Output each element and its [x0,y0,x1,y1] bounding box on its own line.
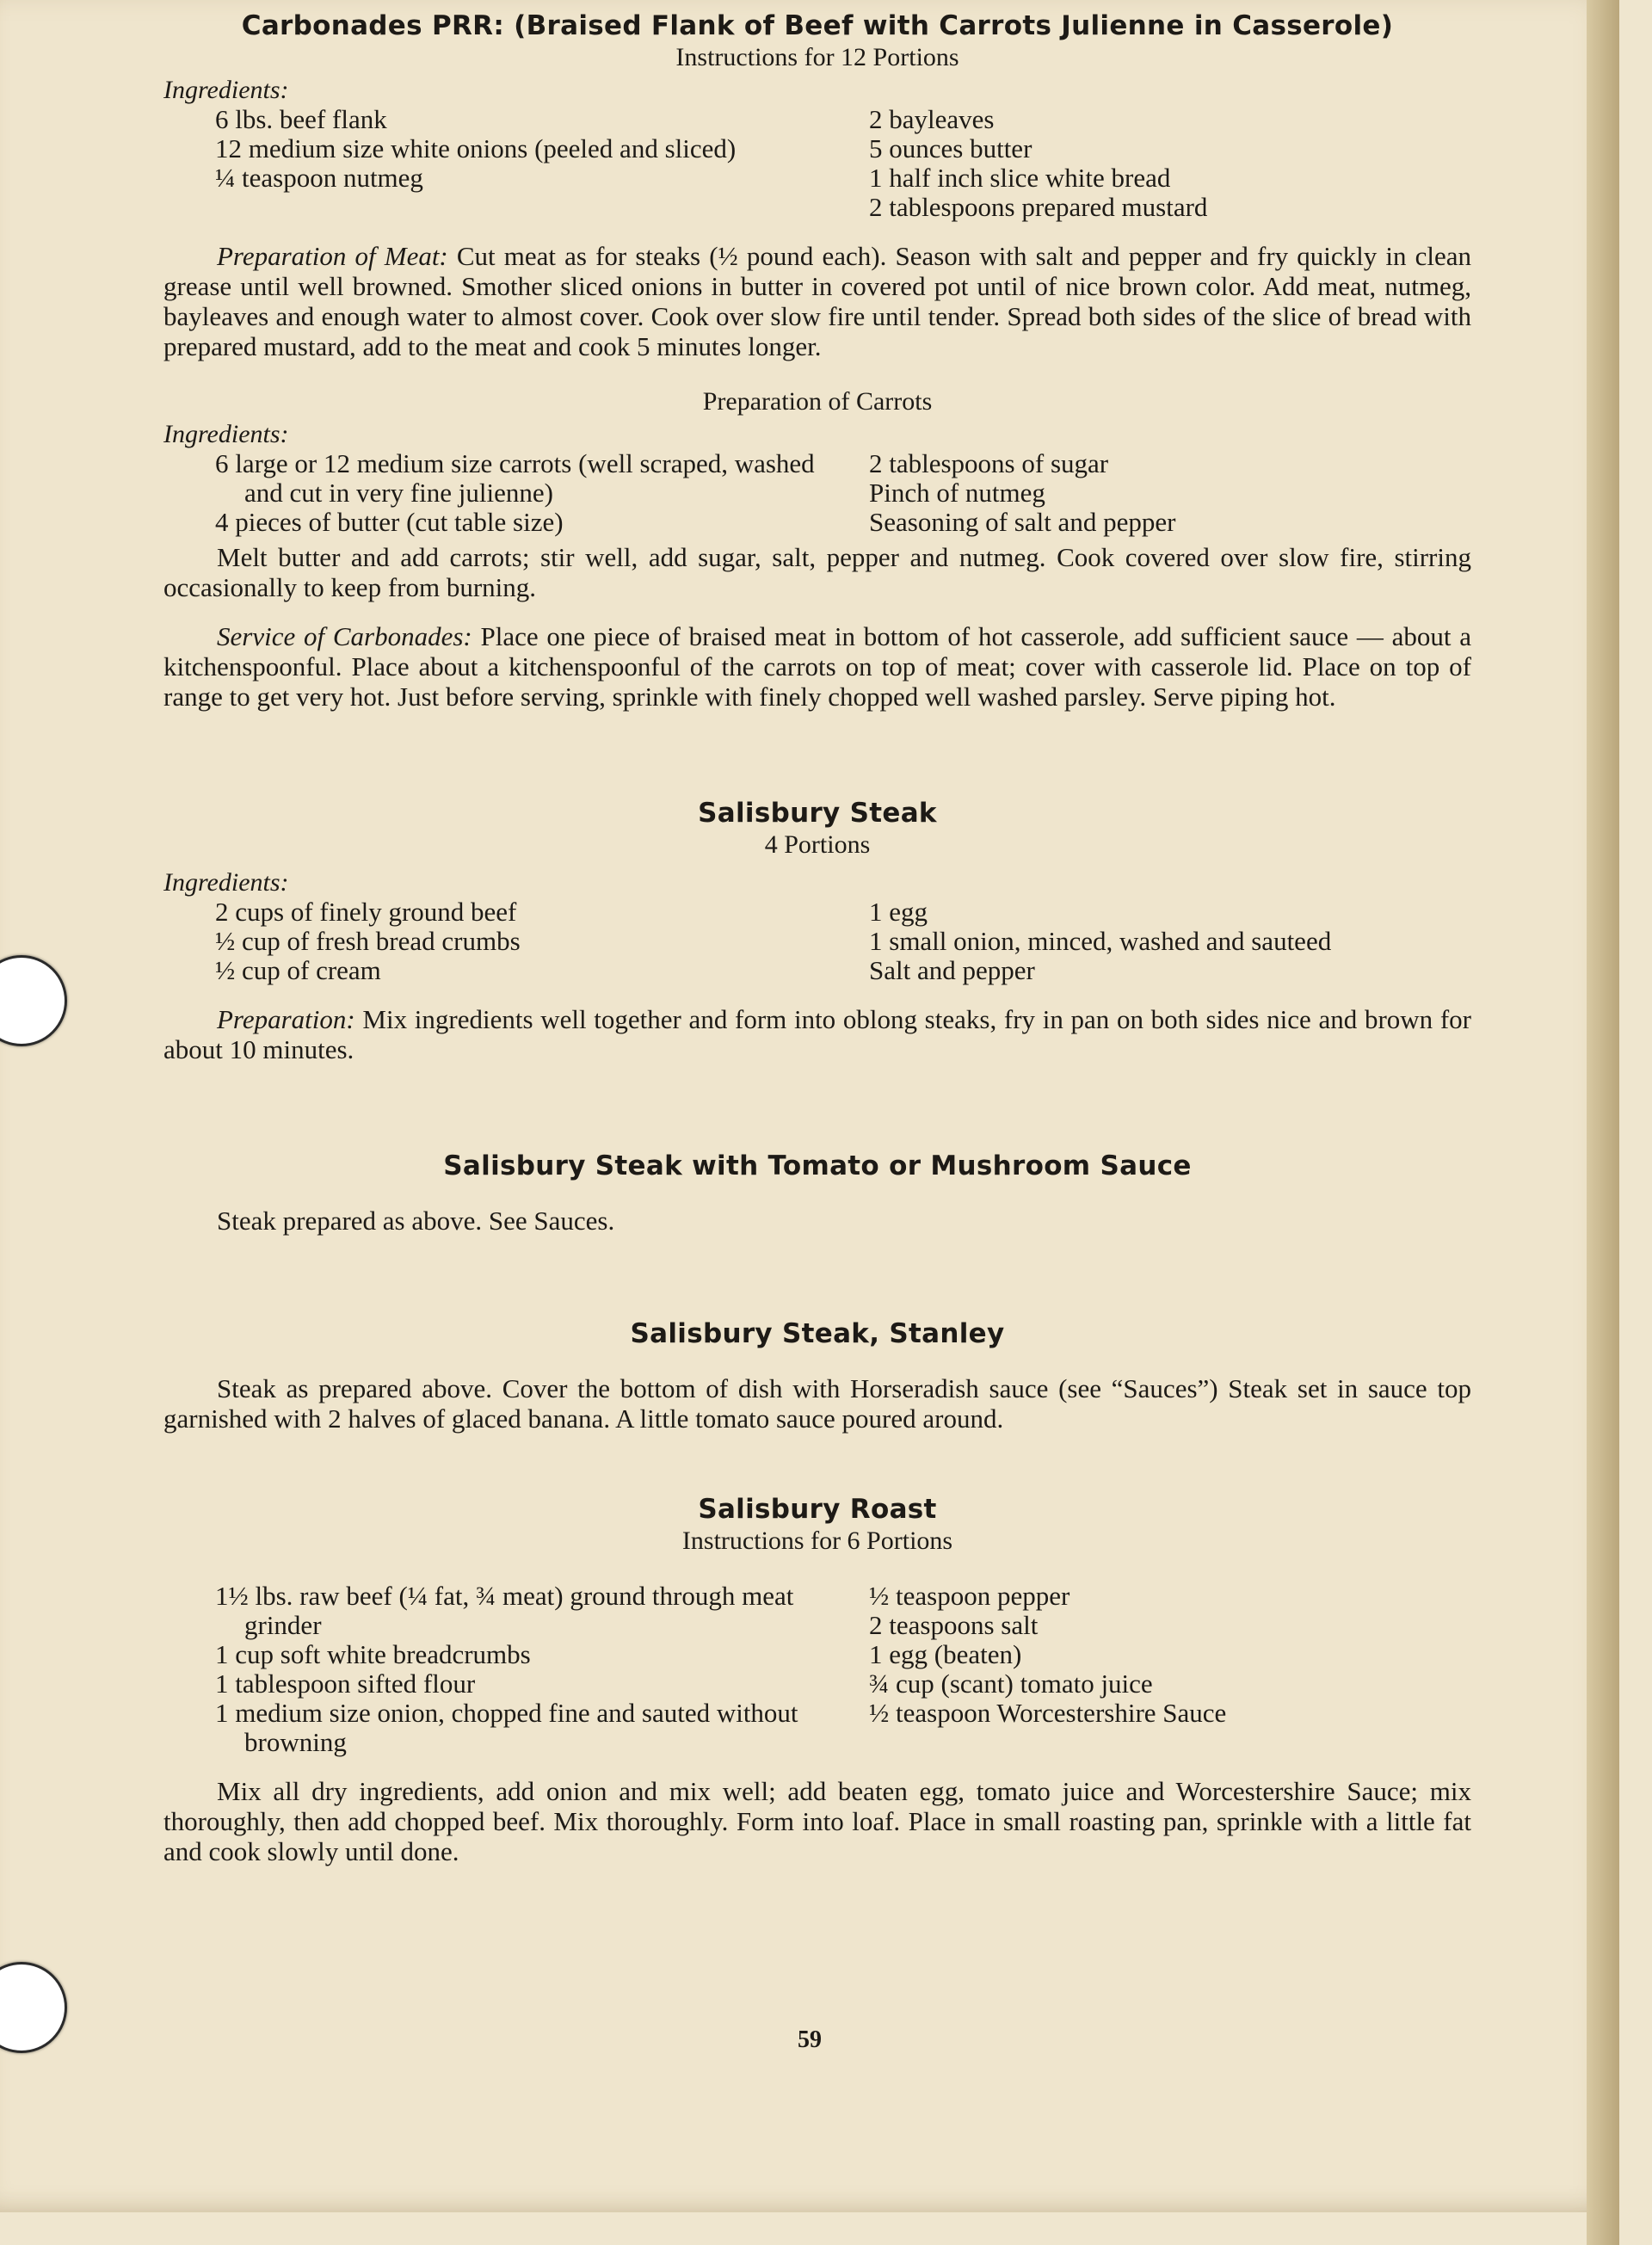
service-text: Place one piece of braised meat in bottom of hot casserole, add sufficient sauce — about a kitchenspoonful. Place about a kitchenspoonful of the carrots on top of meat; cover with casserole lid. Place on top of range to get very hot. Just before serving, sprinkle with finely chopped well washed parsley. Serve piping hot. [163,621,1471,712]
recipe-title: Salisbury Steak, Stanley [630,1318,1005,1349]
carrots-heading: Preparation of Carrots [702,387,933,416]
recipe-salisbury-steak-sauce [163,1150,1471,1236]
ingredients-left [163,1582,835,1757]
recipe-salisbury-steak [163,798,1471,1064]
ingredient-item: 1½ lbs. raw beef (¼ fat, ¾ meat) ground through meat grinder [215,1581,794,1640]
ingredients-right [835,897,1471,985]
recipe-text: Steak as prepared above. Cover the bottom of dish with Horseradish sauce (see “Sauces”) Steak set in sauce top garnished with 2 halves of glaced banana. A little tomato sauce poured around. [163,1373,1471,1434]
ingredient-item: 1 egg [869,897,928,927]
page-number: 59 [798,2026,822,2053]
ingredient-item: 2 tablespoons prepared mustard [869,192,1208,222]
recipe-subtitle: Instructions for 6 Portions [681,1526,953,1555]
ingredients-label: Ingredients: [163,76,289,104]
ingredient-item: 1 cup soft white breadcrumbs [215,1639,531,1669]
ingredients-columns [163,105,1471,222]
ingredients-left [163,897,835,985]
carrots-ingredients-right [835,449,1471,537]
recipe-subtitle: Instructions for 12 Portions [675,43,959,71]
ingredient-item: Seasoning of salt and pepper [869,507,1176,537]
recipe-title: Carbonades PRR: (Braised Flank of Beef with Carrots Julienne in Casserole) [241,10,1394,41]
ingredient-item: ½ teaspoon pepper [869,1581,1070,1611]
recipe-text: Steak prepared as above. See Sauces. [217,1206,615,1236]
preparation-meat [163,241,1471,361]
carrots-ingredients-label: Ingredients: [163,420,289,448]
recipe-title: Salisbury Roast [698,1494,937,1525]
carrots-ingredients-left [163,449,835,537]
recipe-text: Mix all dry ingredients, add onion and mix well; add beaten egg, tomato juice and Worcestershire Sauce; mix thoroughly, then add chopped beef. Mix thoroughly. Form into loaf. Place in small roasting pan, sprinkle with a little fat and cook slowly until done. [163,1776,1471,1866]
carrots-instructions: Melt butter and add carrots; stir well, add sugar, salt, pepper and nutmeg. Cook covered over slow fire, stirring occasionally to keep from burning. [163,542,1471,602]
ingredients-columns [163,897,1471,985]
ingredients-right [835,1582,1471,1757]
preparation-label: Preparation: [217,1004,355,1034]
recipe-salisbury-roast [163,1494,1471,1866]
ingredient-item: 1 egg (beaten) [869,1639,1022,1669]
recipe-salisbury-steak-stanley [163,1318,1471,1434]
ingredient-item: ¼ teaspoon nutmeg [215,163,423,193]
ingredient-item: 6 lbs. beef flank [215,104,387,134]
ingredient-item: 1 medium size onion, chopped fine and sauted without browning [215,1698,798,1757]
ingredients-label: Ingredients: [163,868,289,897]
recipe-title: Salisbury Steak [698,798,937,829]
punch-hole-upper [0,955,67,1046]
ingredients-left [163,105,835,222]
ingredient-item: 1 tablespoon sifted flour [215,1668,476,1699]
ingredient-item: ¾ cup (scant) tomato juice [869,1668,1153,1699]
ingredient-item: 5 ounces butter [869,133,1032,163]
carrots-ingredients-columns [163,449,1471,537]
page-edge-shadow [1587,0,1619,2245]
ingredient-item: 1 half inch slice white bread [869,163,1171,193]
preparation [163,1004,1471,1064]
preparation-text: Mix ingredients well together and form into oblong steaks, fry in pan on both sides nice and brown for about 10 minutes. [163,1004,1471,1064]
ingredient-item: 1 small onion, minced, washed and sauteed [869,926,1332,956]
ingredient-item: 2 bayleaves [869,104,995,134]
ingredient-item: 12 medium size white onions (peeled and sliced) [215,133,737,163]
ingredient-item: 2 tablespoons of sugar [869,448,1109,478]
ingredient-item: ½ cup of cream [215,955,381,985]
ingredient-item: ½ teaspoon Worcestershire Sauce [869,1698,1227,1728]
preparation-meat-label: Preparation of Meat: [217,241,448,271]
recipe-subtitle: 4 Portions [764,830,871,859]
preparation-meat-text: Cut meat as for steaks (½ pound each). Season with salt and pepper and fry quickly in clean grease until well browned. Smother sliced onions in butter in covered pot until of nice brown color. Add meat, nutmeg, bayleaves and enough water to almost cover. Cook over slow fire until tender. Spread both sides of the slice of bread with prepared mustard, add to the meat and cook 5 minutes longer. [163,241,1471,361]
ingredients-right [835,105,1471,222]
ingredient-item: Salt and pepper [869,955,1035,985]
ingredients-columns [163,1582,1471,1757]
ingredient-item: 6 large or 12 medium size carrots (well scraped, washed and cut in very fine julienne) [215,448,815,508]
ingredient-item: ½ cup of fresh bread crumbs [215,926,521,956]
recipe-title: Salisbury Steak with Tomato or Mushroom Sauce [443,1150,1192,1181]
service-instructions [163,621,1471,712]
service-label: Service of Carbonades: [217,621,472,651]
page-content [163,10,1471,1866]
ingredient-item: 2 teaspoons salt [869,1610,1039,1640]
ingredient-item: 2 cups of finely ground beef [215,897,517,927]
recipe-carbonades [163,10,1471,712]
ingredient-item: Pinch of nutmeg [869,478,1045,508]
ingredient-item: 4 pieces of butter (cut table size) [215,507,564,537]
